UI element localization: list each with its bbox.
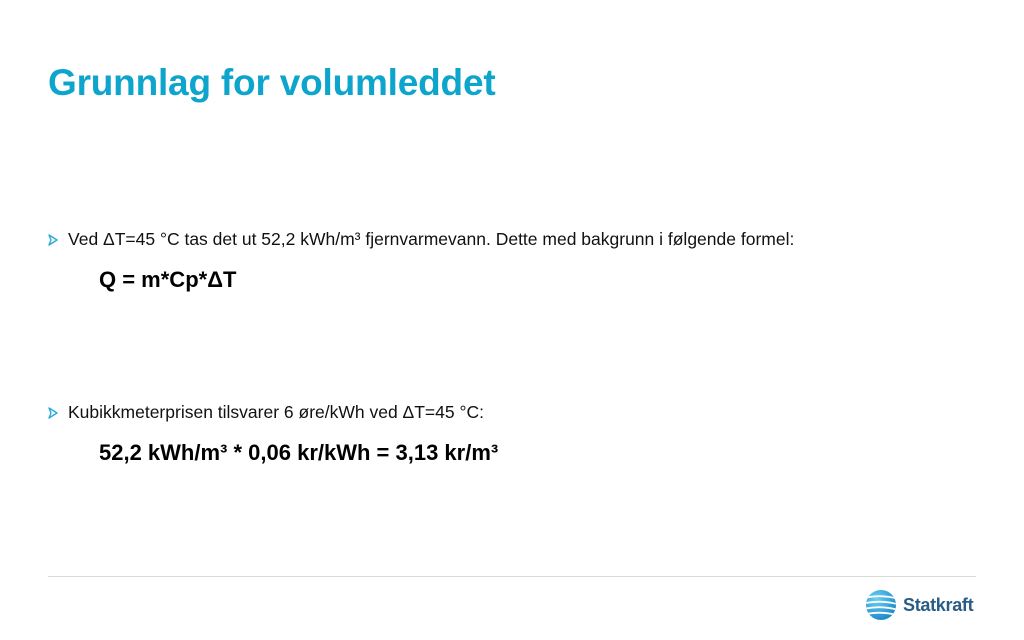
statkraft-logo xyxy=(864,587,973,623)
formula: 52,2 kWh/m³ * 0,06 kr/kWh = 3,13 kr/m³ xyxy=(99,440,499,465)
slide-title: Grunnlag for volumleddet xyxy=(48,62,496,103)
bullet-item xyxy=(48,229,794,250)
bullet-text: Kubikkmeterprisen tilsvarer 6 øre/kWh ved ΔT=45 °C: xyxy=(68,402,484,422)
arrow-bullet-icon xyxy=(48,407,58,419)
statkraft-globe-icon xyxy=(864,588,898,622)
logo-wordmark: Statkraft xyxy=(903,594,974,615)
arrow-bullet-icon xyxy=(48,234,58,246)
footer-divider xyxy=(48,576,976,577)
bullet-item xyxy=(48,402,484,423)
bullet-text: Ved ΔT=45 °C tas det ut 52,2 kWh/m³ fjernvarmevann. Dette med bakgrunn i følgende formel: xyxy=(68,229,795,249)
formula: Q = m*Cp*ΔT xyxy=(99,267,237,292)
